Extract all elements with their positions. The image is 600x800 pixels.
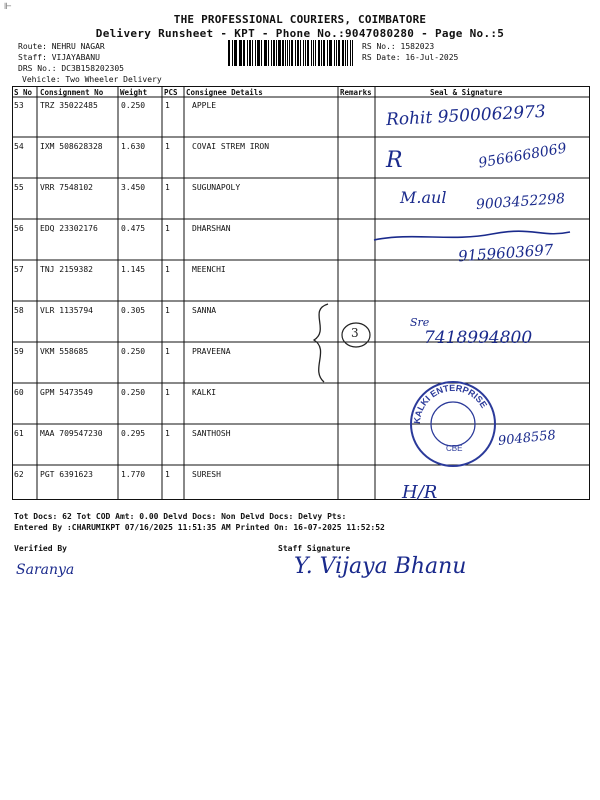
table-cell-cons: MAA 709547230 — [40, 429, 103, 438]
barcode-bar — [247, 40, 248, 66]
rs-number: RS No.: 1582023 — [362, 42, 435, 51]
barcode-bar — [334, 40, 335, 66]
barcode-bar — [265, 40, 267, 66]
barcode-bar — [235, 40, 237, 66]
barcode-bar — [300, 40, 301, 66]
rs-date: RS Date: 16-Jul-2025 — [362, 53, 459, 62]
table-cell-sno: 59 — [14, 347, 24, 356]
table-cell-name: SANNA — [192, 306, 217, 315]
table-cell-cons: PGT 6391623 — [40, 470, 93, 479]
table-cell-weight: 1.145 — [121, 265, 146, 274]
barcode-bar — [295, 40, 296, 66]
barcode-bar — [289, 40, 290, 66]
barcode-bar — [305, 40, 307, 66]
handwritten-signature-row58: Sre — [410, 316, 430, 329]
header-consignee: Consignee Details — [186, 88, 263, 97]
vehicle-label: Vehicle: Two Wheeler Delivery — [22, 75, 162, 84]
table-cell-sno: 62 — [14, 470, 24, 479]
corner-mark: ⊩ — [4, 2, 12, 12]
table-cell-weight: 1.770 — [121, 470, 146, 479]
barcode-bar — [261, 40, 262, 66]
barcode-bar — [228, 40, 230, 66]
table-cell-cons: VRR 7548102 — [40, 183, 93, 192]
staff-signature-label: Staff Signature — [278, 544, 351, 553]
barcode-bar — [273, 40, 275, 66]
table-cell-pcs: 1 — [165, 347, 170, 356]
table-cell-name: APPLE — [192, 101, 217, 110]
handwritten-signature-row53: Rohit 9500062973 — [385, 101, 547, 131]
barcode-bar — [255, 40, 256, 66]
table-cell-pcs: 1 — [165, 388, 170, 397]
handwritten-phone-row56: 9159603697 — [457, 240, 554, 266]
handwritten-phone-row55: 9003452298 — [475, 190, 566, 214]
table-cell-name: COVAI STREM IRON — [192, 142, 270, 151]
company-title: THE PROFESSIONAL COURIERS, COIMBATORE — [173, 13, 427, 26]
handwritten-mark-row62: H/R — [402, 482, 438, 503]
barcode-bar — [239, 40, 242, 66]
barcode-bar — [297, 40, 300, 66]
table-cell-sno: 54 — [14, 142, 24, 151]
table-cell-cons: TRZ 35022485 — [40, 101, 98, 110]
table-cell-cons: GPM 5473549 — [40, 388, 93, 397]
barcode-bar — [234, 40, 235, 66]
table-cell-sno: 60 — [14, 388, 24, 397]
barcode-bar — [268, 40, 269, 66]
stamp-text: KALKI ENTERPRISE — [411, 382, 490, 425]
drs-number: DRS No.: DC3B158202305 — [18, 64, 124, 73]
table-cell-cons: EDQ 23302176 — [40, 224, 98, 233]
staff-label: Staff: VIJAYABANU — [18, 53, 100, 62]
barcode-bar — [257, 40, 260, 66]
header-pcs: PCS — [164, 88, 178, 97]
table-cell-sno: 61 — [14, 429, 24, 438]
barcode-bar — [315, 40, 316, 66]
header-weight: Weight — [120, 88, 148, 97]
table-cell-pcs: 1 — [165, 142, 170, 151]
barcode-bar — [329, 40, 330, 66]
barcode-bar — [252, 40, 254, 66]
barcode-bar — [347, 40, 348, 66]
table-cell-sno: 58 — [14, 306, 24, 315]
barcode-bar — [244, 40, 245, 66]
table-cell-name: SURESH — [192, 470, 221, 479]
table-cell-weight: 0.250 — [121, 101, 146, 110]
table-cell-name: DHARSHAN — [192, 224, 231, 233]
table-cell-pcs: 1 — [165, 470, 170, 479]
staff-signature-handwritten: Y. Vijaya Bhanu — [294, 554, 467, 579]
bracket-scribble — [300, 300, 340, 386]
barcode-bar — [350, 40, 352, 66]
barcode-bar — [321, 40, 322, 66]
table-cell-sno: 53 — [14, 101, 24, 110]
totals-line: Tot Docs: 62 Tot COD Amt: 0.00 Delvd Docs: Non Delvd Docs: Delvy Pts: — [14, 512, 347, 521]
barcode-bar — [276, 40, 277, 66]
barcode-bar — [278, 40, 281, 66]
table-cell-cons: TNJ 2159382 — [40, 265, 93, 274]
handwritten-phone-row58: 7418994800 — [424, 328, 533, 348]
table-cell-name: KALKI — [192, 388, 217, 397]
barcode-bar — [338, 40, 341, 66]
barcode-bar — [249, 40, 251, 66]
table-cell-weight: 0.250 — [121, 347, 146, 356]
handwritten-phone-row61: 9048558 — [497, 428, 557, 449]
barcode-bar — [285, 40, 286, 66]
barcode-bar — [323, 40, 325, 66]
barcode-bar — [232, 40, 233, 66]
table-cell-cons: VKM 558685 — [40, 347, 89, 356]
runsheet-subtitle: Delivery Runsheet - KPT - Phone No.:9047080280 - Page No.:5 — [95, 27, 505, 40]
barcode-bar — [342, 40, 344, 66]
barcode-bar — [282, 40, 284, 66]
table-cell-pcs: 1 — [165, 265, 170, 274]
table-cell-weight: 1.630 — [121, 142, 146, 151]
header-seal-signature: Seal & Signature — [430, 88, 503, 97]
table-cell-pcs: 1 — [165, 306, 170, 315]
table-cell-name: PRAVEENA — [192, 347, 231, 356]
table-cell-weight: 0.475 — [121, 224, 146, 233]
verified-by-label: Verified By — [14, 544, 67, 553]
entered-printed-line: Entered By :CHARUMIKPT 07/16/2025 11:51:35 AM Printed On: 16-07-2025 11:52:52 — [14, 523, 385, 532]
table-cell-name: SUGUNAPOLY — [192, 183, 241, 192]
remarks-circled-number: 3 — [351, 326, 359, 340]
route-label: Route: NEHRU NAGAR — [18, 42, 105, 51]
handwritten-signature-row55: M.aul — [400, 188, 447, 207]
barcode-bar — [311, 40, 312, 66]
header-consignment: Consignment No — [40, 88, 104, 97]
barcode-bar — [303, 40, 304, 66]
table-cell-cons: VLR 1135794 — [40, 306, 93, 315]
table-cell-weight: 3.450 — [121, 183, 146, 192]
table-cell-weight: 0.250 — [121, 388, 146, 397]
handwritten-initials-row54: R — [386, 148, 403, 173]
barcode-bar — [307, 40, 309, 66]
table-cell-pcs: 1 — [165, 429, 170, 438]
table-cell-sno: 56 — [14, 224, 24, 233]
table-cell-pcs: 1 — [165, 183, 170, 192]
header-remarks: Remarks — [340, 88, 372, 97]
barcode-bar — [243, 40, 244, 66]
barcode-bar — [264, 40, 265, 66]
barcode-bar — [336, 40, 337, 66]
stamp-city: CBE — [446, 444, 463, 453]
barcode-bar — [330, 40, 332, 66]
handwritten-phone-row54: 9566668069 — [477, 140, 568, 172]
barcode-bar — [352, 40, 353, 66]
barcode-bar — [271, 40, 272, 66]
table-cell-cons: IXM 508628328 — [40, 142, 103, 151]
table-cell-name: MEENCHI — [192, 265, 226, 274]
barcode-bar — [313, 40, 314, 66]
table-cell-weight: 0.295 — [121, 429, 146, 438]
barcode-bar — [291, 40, 293, 66]
table-cell-pcs: 1 — [165, 224, 170, 233]
barcode-bar — [287, 40, 288, 66]
company-seal-stamp — [408, 379, 498, 469]
header-sno: S No — [14, 88, 33, 97]
barcode-bar — [318, 40, 321, 66]
barcode-bar — [327, 40, 328, 66]
table-cell-weight: 0.305 — [121, 306, 146, 315]
table-cell-pcs: 1 — [165, 101, 170, 110]
table-cell-sno: 57 — [14, 265, 24, 274]
barcode-bar — [345, 40, 346, 66]
barcode — [228, 40, 354, 66]
table-cell-name: SANTHOSH — [192, 429, 231, 438]
table-cell-sno: 55 — [14, 183, 24, 192]
verified-by-signature: Saranya — [16, 562, 75, 578]
